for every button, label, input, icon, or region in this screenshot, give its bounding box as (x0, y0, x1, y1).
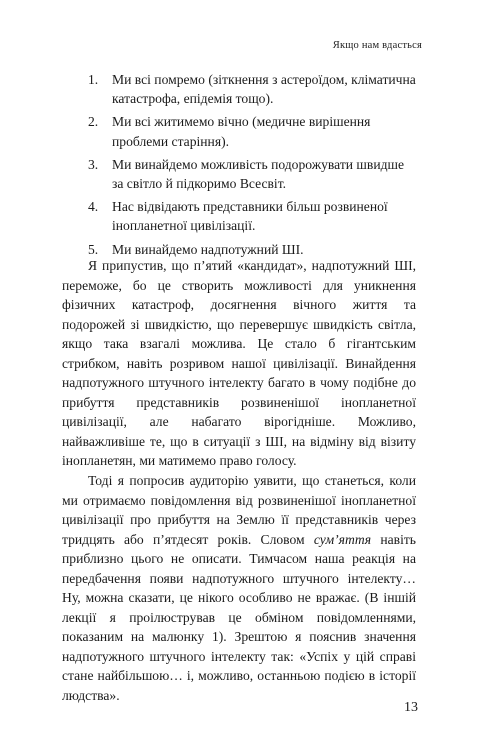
emphasized-word: сум’яття (313, 531, 372, 547)
paragraph-2-end: навіть приблизно цього не описати. Тимчасом наша реакція на передбачення появи надпотужного штучного інтелекту… Ну, можна сказати, це нікого особливо не вражає. (В іншій лекції я проілюстрував це обміном повідомленнями, показаним на малюнку 1). Зрештою я пояснив значення надпотужного штучного інтелекту так: «Успіх у цій справі стане найбільшою… і, можливо, останньою подією в історії людства». (62, 531, 416, 704)
list-item-number: 5. (88, 241, 99, 257)
numbered-list (82, 70, 416, 263)
list-item (82, 155, 416, 193)
list-item-text: Ми всі помремо (зіткнення з астероїдом, кліматична катастрофа, епідемія тощо). (112, 72, 416, 107)
paragraph-1: Я припустив, що п’ятий «кандидат», надпотужний ШІ, переможе, бо це створить можливості для уникнення фізичних катастроф, досягнення вічного життя та подорожей зі швидкістю, що перевершує швидкість світла, якщо така взагалі можлива. Це стало б гігантським стрибком, навіть розривом нашої цивілізації. Винайдення надпотужного штучного інтелекту багато в чому подібне до прибуття представників розвиненішої інопланетної цивілізації, але набагато вірогідніше. Можливо, найважливіше те, що в ситуації з ШІ, на відміну від візиту інопланетян, ми матимемо право голосу. (62, 258, 416, 469)
body-text (62, 256, 416, 706)
running-header: Якщо нам вдасться (332, 40, 422, 51)
list-item-number: 4. (88, 199, 99, 215)
list-item (82, 112, 416, 150)
list-item-number: 3. (88, 156, 99, 172)
page-number: 13 (404, 700, 418, 715)
list-item-text: Ми винайдемо надпотужний ШІ. (112, 241, 304, 257)
paragraph-2 (62, 471, 416, 706)
list-item-number: 1. (88, 72, 99, 87)
list-item-text: Ми винайдемо можливість подорожувати швидше за світло й підкоримо Всесвіт. (112, 156, 405, 192)
list-item-number: 2. (88, 114, 99, 130)
list-item (82, 70, 416, 108)
paragraph-2-start: Тоді я попросив аудиторію уявити, що станеться, коли ми отримаємо повідомлення від розвиненішої інопланетної цивілізації про прибуття на Землю її представників через тридцять або п’ятдесят років. Словом (62, 473, 416, 547)
list-item (82, 197, 416, 235)
list-item-text: Ми всі житимемо вічно (медичне вирішення проблеми старіння). (112, 114, 371, 149)
list-item-text: Нас відвідають представники більш розвиненої інопланетної цивілізації. (112, 199, 388, 234)
